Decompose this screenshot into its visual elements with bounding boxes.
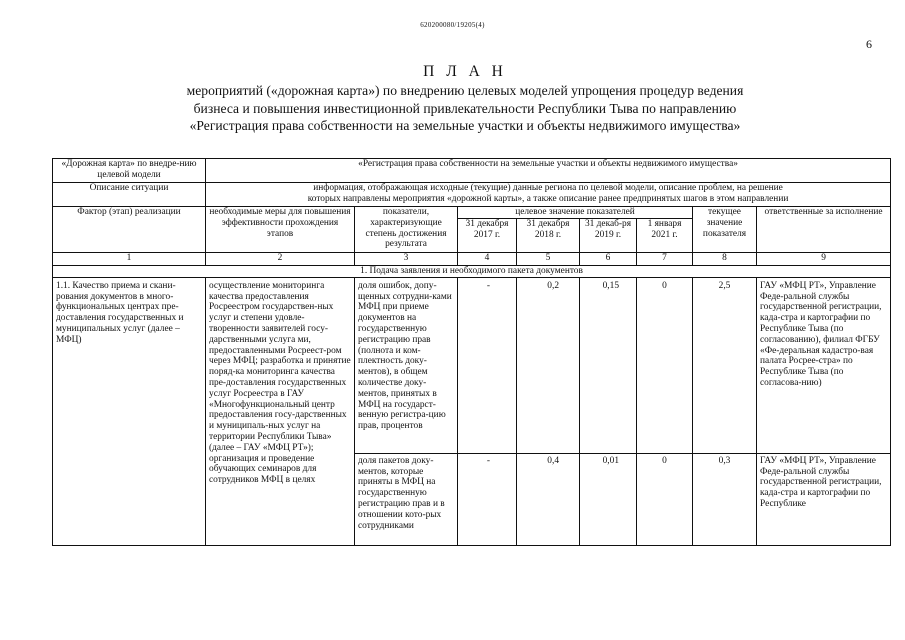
plan-heading xyxy=(120,62,810,135)
value-2019: 0,01 xyxy=(580,453,637,545)
situation-row xyxy=(53,183,891,207)
indicator-cell: доля пакетов доку-ментов, которые приняты в МФЦ на государственную регистрацию прав и в отношении кото-рых сотрудниками xyxy=(355,453,458,545)
column-number: 1 xyxy=(53,253,206,266)
responsible-cell: ГАУ «МФЦ РТ», Управление Феде-ральной службы государственной регистрации, када-стра и картографии по Республике xyxy=(757,453,891,545)
situation-value-line-1: информация, отображающая исходные (текущие) данные региона по целевой модели, описание проблем, на решение xyxy=(313,183,783,193)
header-factor: Фактор (этап) реализации xyxy=(53,207,206,253)
plan-subtitle-line-1: мероприятий («дорожная карта») по внедрению целевых моделей упрощения процедур ведения xyxy=(186,83,744,98)
value-current: 0,3 xyxy=(693,453,757,545)
roadmap-table xyxy=(52,158,891,546)
value-current: 2,5 xyxy=(693,277,757,453)
header-row-1 xyxy=(53,207,891,219)
roadmap-value: «Регистрация права собственности на земельные участки и объекты недвижимого имущества» xyxy=(206,159,891,183)
plan-subtitle-line-3: «Регистрация права собственности на земельные участки и объекты недвижимого имущества» xyxy=(189,118,741,133)
header-current: текущее значение показателя xyxy=(693,207,757,253)
header-target: целевое значение показателей xyxy=(458,207,693,219)
document-number: 620200080/19205(4) xyxy=(420,21,485,29)
column-number: 8 xyxy=(693,253,757,266)
column-number: 5 xyxy=(517,253,580,266)
column-number: 9 xyxy=(757,253,891,266)
value-2021: 0 xyxy=(637,277,693,453)
column-number: 4 xyxy=(458,253,517,266)
value-2018: 0,4 xyxy=(517,453,580,545)
header-year-2019: 31 декаб-ря 2019 г. xyxy=(580,219,637,253)
header-indicators: показатели, характеризующие степень достижения результата xyxy=(355,207,458,253)
value-2017: - xyxy=(458,277,517,453)
value-2018: 0,2 xyxy=(517,277,580,453)
responsible-cell: ГАУ «МФЦ РТ», Управление Феде-ральной службы государственной регистрации, када-стра и картографии по Республике Тыва (по согласованию), филиал ФГБУ «Фе-деральная кадастро-вая палата Росрее-стра» по Республике Тыва (по согласова-нию) xyxy=(757,277,891,453)
section-title: 1. Подача заявления и необходимого пакета документов xyxy=(53,266,891,278)
value-2021: 0 xyxy=(637,453,693,545)
plan-subtitle-line-2: бизнеса и повышения инвестиционной привлекательности Республики Тыва по направлению xyxy=(193,100,737,116)
header-year-2017: 31 декабря 2017 г. xyxy=(458,219,517,253)
indicator-cell: доля ошибок, допу-щенных сотрудни-ками МФЦ при приеме документов на государственную регистрацию прав (полнота и ком-плектность доку-ментов), в общем количестве доку-ментов, принятых в МФЦ на государст-венную регистра-цию прав, процентов xyxy=(355,277,458,453)
page-number: 6 xyxy=(866,37,872,51)
table-row xyxy=(53,277,891,453)
section-row xyxy=(53,266,891,278)
column-number-row xyxy=(53,253,891,266)
header-year-2018: 31 декабря 2018 г. xyxy=(517,219,580,253)
situation-value-line-2: которых направлены мероприятия «дорожной карты», а также описание ранее предпринятых шагов в этом направлении xyxy=(307,193,789,204)
column-number: 2 xyxy=(206,253,355,266)
column-number: 6 xyxy=(580,253,637,266)
roadmap-row xyxy=(53,159,891,183)
column-number: 3 xyxy=(355,253,458,266)
column-number: 7 xyxy=(637,253,693,266)
header-responsible: ответственные за исполнение xyxy=(757,207,891,253)
situation-label: Описание ситуации xyxy=(53,183,206,207)
header-measures: необходимые меры для повышения эффективности прохождения этапов xyxy=(206,207,355,253)
situation-value xyxy=(206,183,891,207)
roadmap-label: «Дорожная карта» по внедре-нию целевой модели xyxy=(53,159,206,183)
plan-title: П Л А Н xyxy=(423,63,507,80)
value-2017: - xyxy=(458,453,517,545)
factor-cell: 1.1. Качество приема и скани-рования документов в много-функциональных центрах пре-доставления государственных и муниципальных услуг (далее – МФЦ) xyxy=(53,277,206,545)
measures-cell: осуществление мониторинга качества предоставления Росреестром государствен-ных услуг и степени удовле-творенности заявителей госу-дарственными услуга ми, предоставленными Росреест-ром через МФЦ; разработка и принятие поряд-ка мониторинга качества пре-доставления государственных услуг Росреестра в ГАУ «Многофункциональный центр предоставления госу-дарственных и муниципаль-ных услуг на территории Республики Тыва» (далее – ГАУ «МФЦ РТ»); организация и проведение обучающих семинаров для сотрудников МФЦ в целях xyxy=(206,277,355,545)
value-2019: 0,15 xyxy=(580,277,637,453)
header-year-2021: 1 января 2021 г. xyxy=(637,219,693,253)
